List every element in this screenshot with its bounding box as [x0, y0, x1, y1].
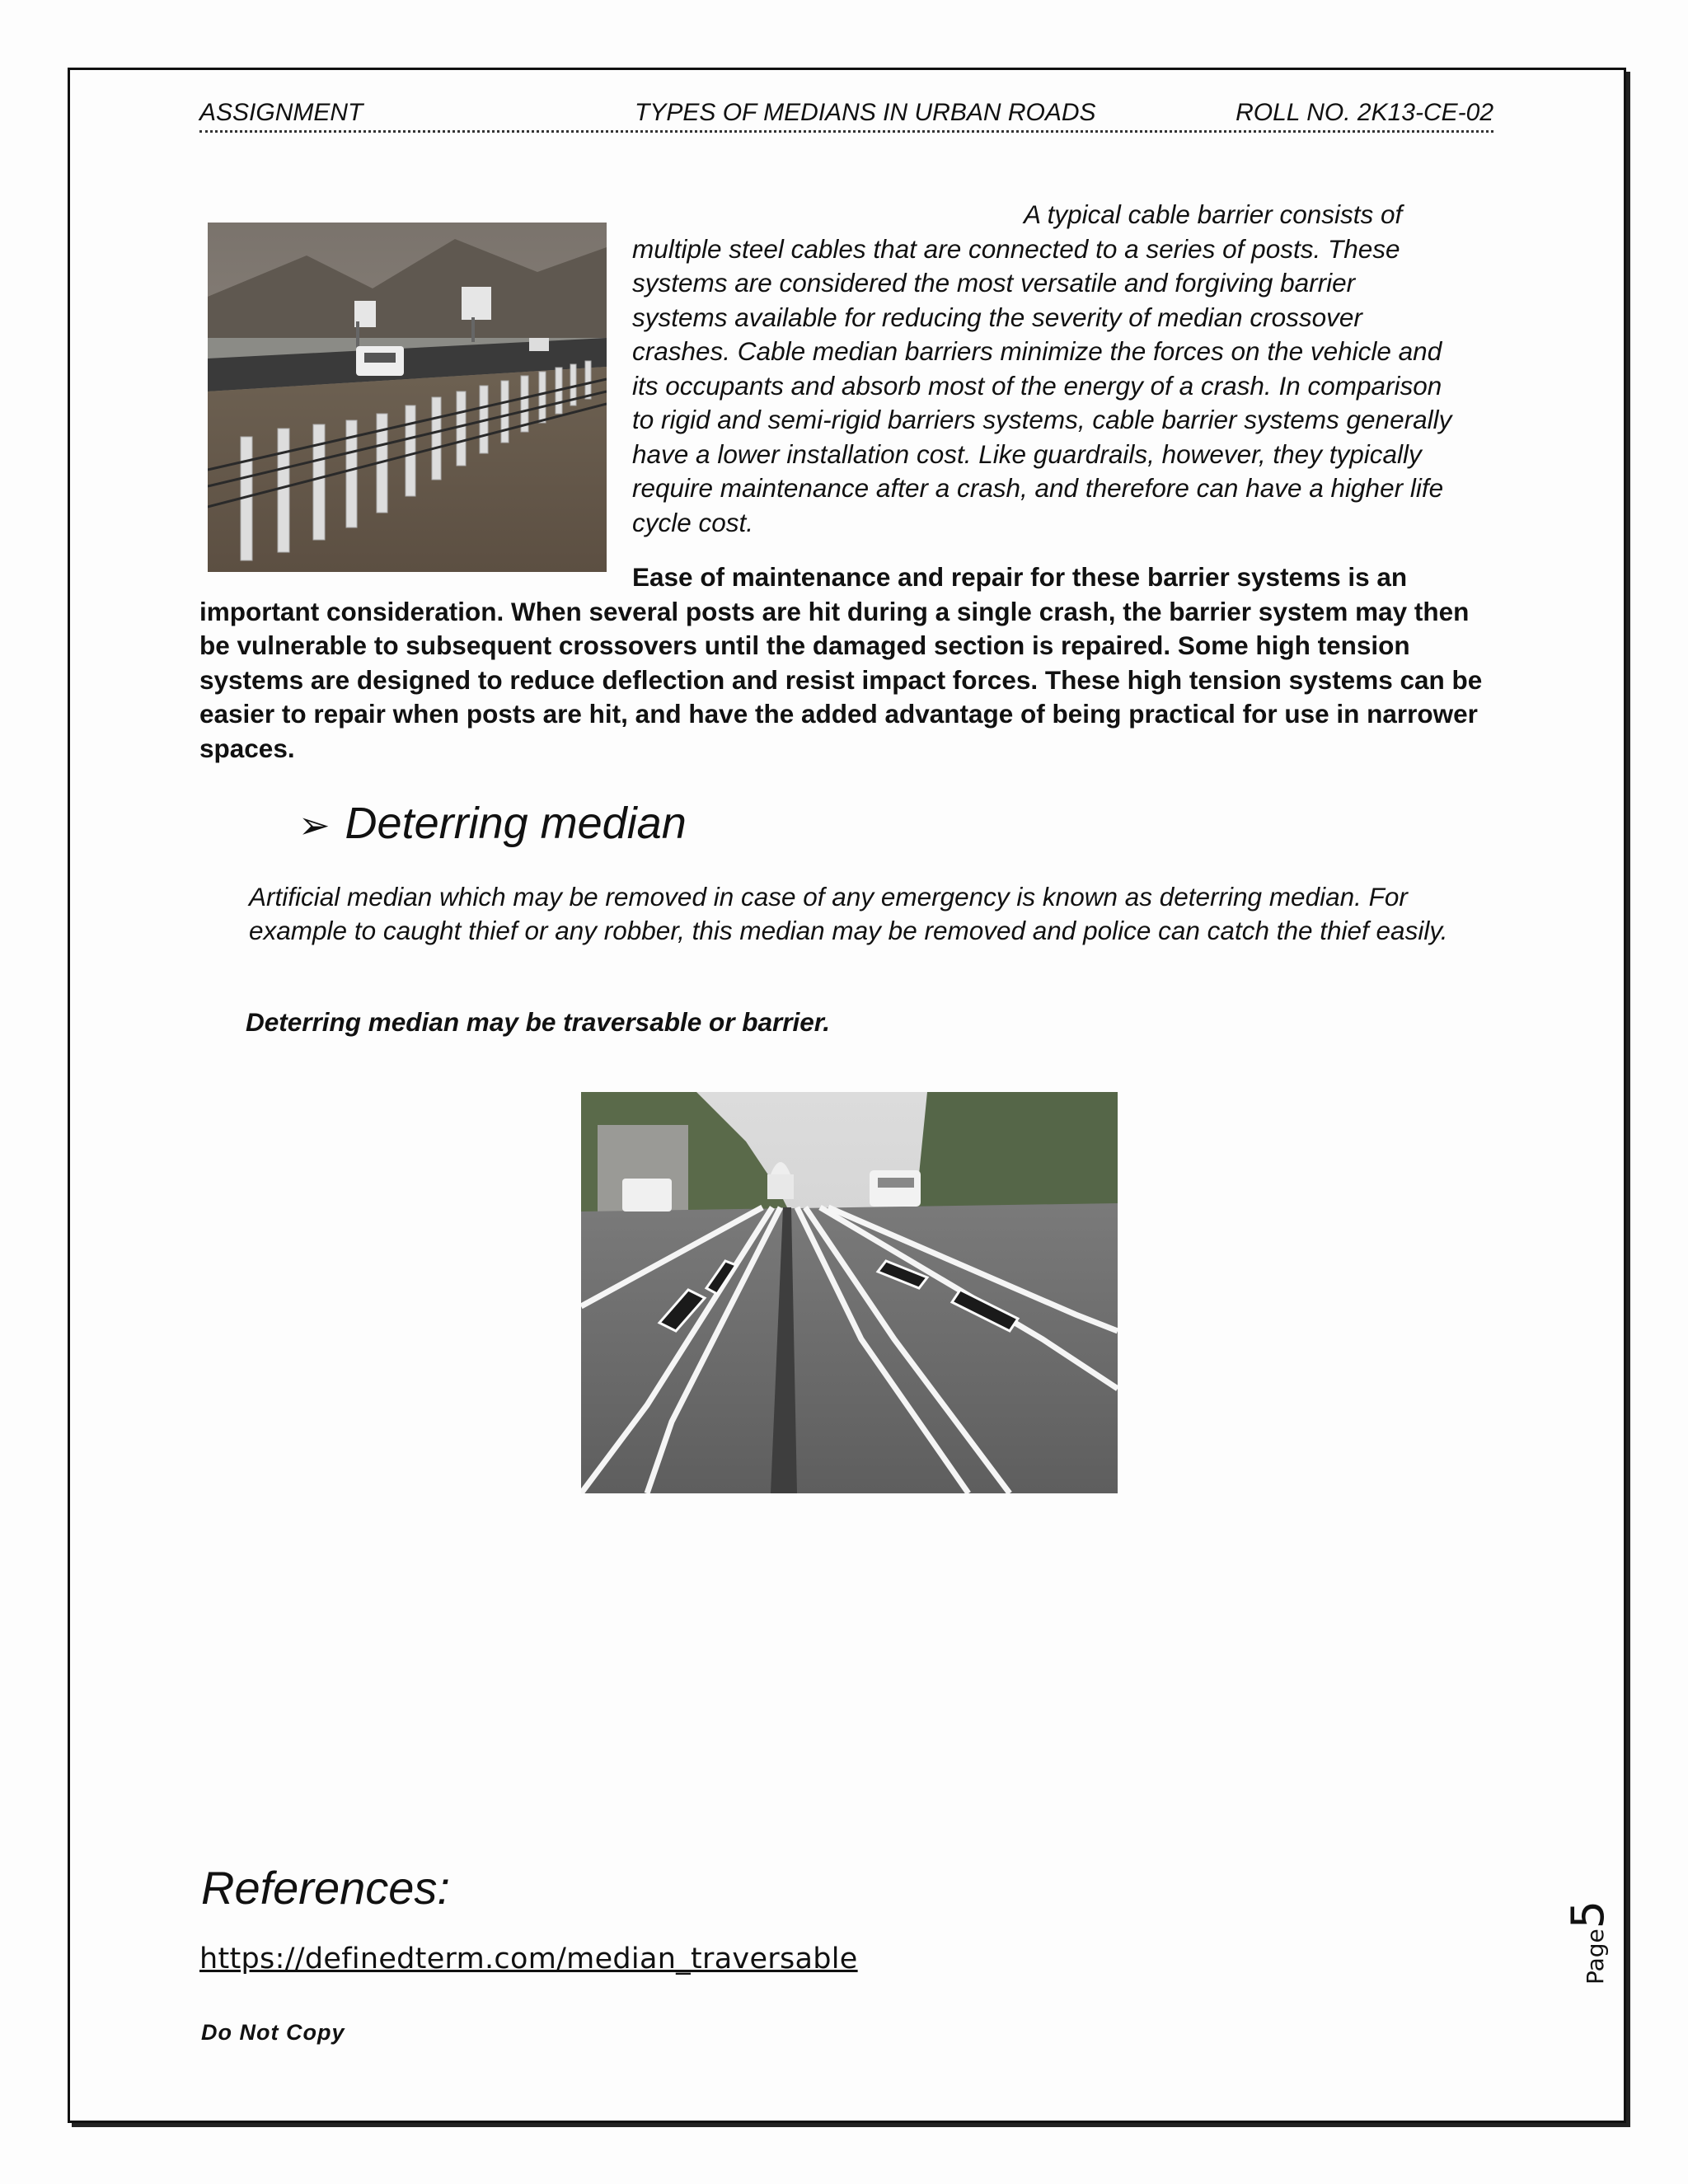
- maintenance-paragraph: [199, 560, 1493, 766]
- intro-first-line: A typical cable barrier consists of: [1024, 199, 1403, 229]
- section-title: Deterring median: [345, 799, 687, 848]
- page-header: [199, 99, 1493, 132]
- maintenance-text: Ease of maintenance and repair for these barrier systems is an important consideration. When several posts are hit during a single crash, the barrier system may then be vulnerable to subsequent crossovers until the damaged section is repaired. Some high tension systems are designed to reduce deflection and resist impact forces. These high tension systems can be easier to repair when posts are hit, and have the added advantage of being practical for use in narrower spaces.: [199, 562, 1483, 763]
- arrow-bullet-icon: ➢: [298, 804, 331, 846]
- deterring-paragraph: Artificial median which may be removed in case of any emergency is known as deterring median. For example to caught thief or any robber, this median may be removed and police can catch the thief easily.: [249, 882, 1448, 945]
- cable-barrier-photo: [208, 223, 607, 572]
- header-left: ASSIGNMENT: [199, 99, 363, 126]
- intro-rest: multiple steel cables that are connected to a series of posts. These systems are considered the most versatile and forgiving barrier systems available for reducing the severity of median crossover crashes. Cable median barriers minimize the forces on the vehicle and its occupants and absorb most of the energy of a crash. In comparison to rigid and semi-rigid barriers systems, cable barrier systems generally have a lower installation cost. Like guardrails, however, they typically require maintenance after a crash, and therefore can have a higher life cycle cost.: [632, 233, 1452, 537]
- references-heading: References:: [201, 1862, 450, 1914]
- section-heading: [298, 798, 687, 849]
- page-label: Page: [1582, 1929, 1609, 1985]
- deterring-note: Deterring median may be traversable or barrier.: [246, 1007, 831, 1037]
- header-dotted-rule: [199, 130, 1493, 133]
- header-center: TYPES OF MEDIANS IN URBAN ROADS: [635, 99, 1096, 126]
- header-right: ROLL NO. 2K13-CE-02: [1236, 99, 1493, 126]
- intro-paragraph: [632, 198, 1456, 540]
- page-number: [1562, 1894, 1614, 1985]
- page-number-value: 5: [1562, 1900, 1614, 1929]
- do-not-copy-note: Do Not Copy: [201, 2020, 345, 2045]
- deterring-median-photo: [581, 1092, 1118, 1493]
- reference-link[interactable]: https://definedterm.com/median_traversable: [199, 1943, 858, 1975]
